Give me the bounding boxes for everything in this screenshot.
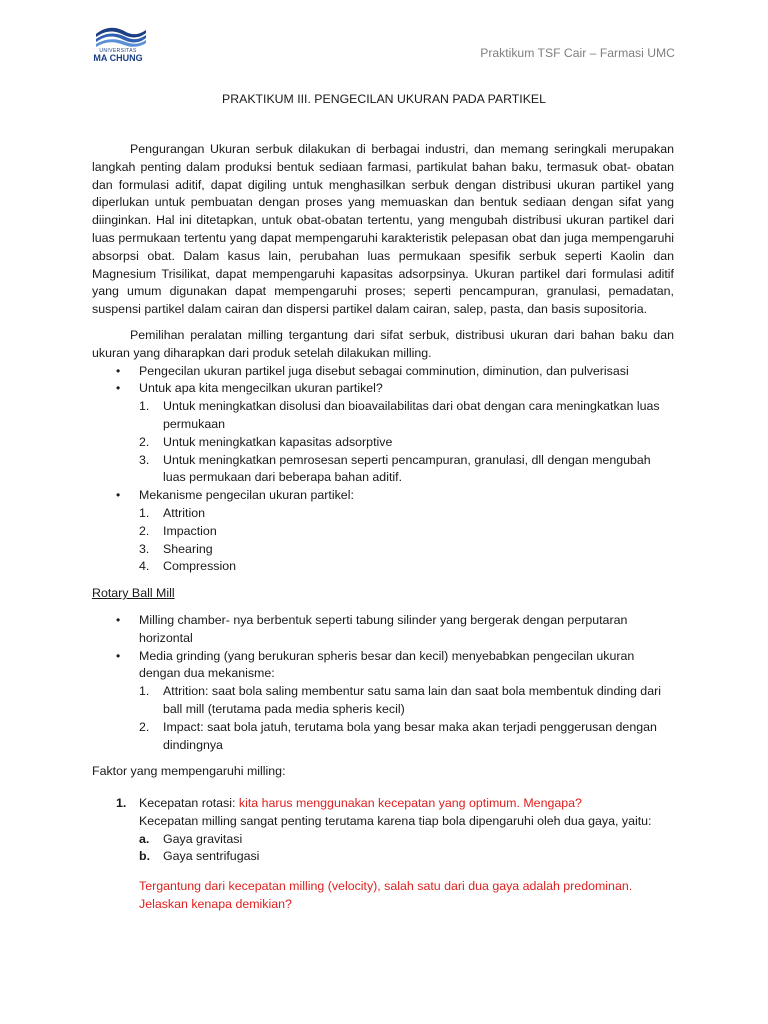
- factor-label: Kecepatan rotasi:: [139, 796, 239, 811]
- logo-universitas-text: UNIVERSITAS: [99, 48, 137, 54]
- logo-name-text: MA CHUNG: [93, 53, 143, 63]
- list-item: 1. Attrition: saat bola saling membentur satu sama lain dan saat bola membentuk dinding dari ball mill (terutama pada media spheris kecil): [139, 684, 661, 716]
- factor-note: Tergantung dari kecepatan milling (velocity), salah satu dari dua gaya adalah predominan. Jelaskan kenapa demikian?: [139, 879, 633, 912]
- list-item: 2. Impact: saat bola jatuh, terutama bola yang besar maka akan terjadi penggerusan dengan dindingnya: [139, 719, 657, 752]
- grinding-mechanism-list: [139, 683, 674, 754]
- header-course-text: Praktikum TSF Cair – Farmasi UMC: [480, 46, 675, 60]
- factor-description: Kecepatan milling sangat penting terutama karena tiap bola dipengaruhi oleh dua gaya, yaitu:: [139, 813, 652, 828]
- list-item: 1. Attrition: [139, 505, 206, 520]
- list-item: • Media grinding (yang berukuran spheris besar dan kecil) menyebabkan pengecilan ukuran dengan dua mekanisme: 1. Attrition: saat bola saling membentur satu sama lain dan saat bola membentuk dinding dari ball mill (terutama pada media spheris kecil) 2. Impact: saat bola jatuh, terutama bola yang besar maka akan terjadi penggerusan dengan dindingnya: [92, 648, 674, 755]
- list-item: 3. Untuk meningkatkan pemrosesan seperti pencampuran, granulasi, dll dengan mengubah luas permukaan dari beberapa bahan aditif.: [139, 452, 651, 485]
- factors-heading: Faktor yang mempengaruhi milling:: [92, 764, 286, 779]
- list-item: 4. Compression: [139, 559, 236, 574]
- list-item: 3. Shearing: [139, 541, 213, 556]
- factor-number: 1.: [116, 796, 127, 811]
- forces-list: [139, 831, 674, 867]
- intro-paragraph: Pengurangan Ukuran serbuk dilakukan di berbagai industri, dan memang seringkali merupakan langkah penting dalam produksi bentuk sediaan farmasi, partikulat bahan baku, termasuk obat- obatan dan formulasi aditif, dapat digiling untuk menghasilkan serbuk dengan distribusi ukuran partikel yang diperlukan untuk pembuatan dengan proses yang memuaskan dan bentuk sediaan dengan sifat yang diinginkan. Hal ini ditetapkan, untuk obat-obatan tertentu, yang mengubah distribusi ukuran partikel dari luas permukaan tertentu yang dapat mempengaruhi karakteristik pelepasan obat dan juga mempengaruhi absorpsi obat. Dalam kasus lain, perubahan luas permukaan spesifik serbuk seperti Kaolin dan Magnesium Trisilikat, dapat mempengaruhi kapasitas adsorpsinya. Ukuran partikel dari formulasi aditif yang umum digunakan dapat mempengaruhi proses; seperti pencampuran, granulasi, pemadatan, suspensi partikel dalam cairan dan dispersi partikel dalam cairan, salep, pasta, dan basis supositoria.: [92, 142, 674, 317]
- rotary-ball-mill-heading: Rotary Ball Mill: [92, 586, 175, 601]
- list-item: • Milling chamber- nya berbentuk seperti tabung silinder yang bergerak dengan perputaran horizontal: [92, 612, 674, 648]
- list-item: 2. Untuk meningkatkan kapasitas adsorptive: [139, 434, 393, 449]
- list-item: • Mekanisme pengecilan ukuran partikel: 1. Attrition 2. Impaction 3. Shearing 4. Compression: [92, 487, 674, 576]
- list-item: • Untuk apa kita mengecilkan ukuran partikel? 1. Untuk meningkatkan disolusi dan bioavailabilitas dari obat dengan cara meningkatkan luas permukaan 2. Untuk meningkatkan kapasitas adsorptive 3. Untuk meningkatkan pemrosesan seperti pencampuran, granulasi, dll dengan mengubah luas permukaan dari beberapa bahan aditif.: [92, 380, 674, 487]
- university-logo: [92, 24, 152, 70]
- page-title: PRAKTIKUM III. PENGECILAN UKURAN PADA PARTIKEL: [222, 92, 546, 106]
- wave-logo-icon: [92, 24, 148, 48]
- list-item: 1. Untuk meningkatkan disolusi dan bioavailabilitas dari obat dengan cara meningkatkan luas permukaan: [139, 399, 660, 431]
- list-item: • Pengecilan ukuran partikel juga disebut sebagai comminution, diminution, dan pulverisasi: [92, 363, 674, 381]
- milling-selection-paragraph: Pemilihan peralatan milling tergantung dari sifat serbuk, distribusi ukuran dari bahan baku dan ukuran yang diharapkan dari produk setelah dilakukan milling.: [92, 327, 674, 360]
- factor-item: [92, 795, 674, 914]
- factor-question: kita harus menggunakan kecepatan yang optimum. Mengapa?: [238, 796, 582, 811]
- size-reduction-bullets: [92, 363, 674, 577]
- rotary-ball-mill-bullets: [92, 612, 674, 754]
- list-item: 2. Impaction: [139, 523, 217, 538]
- document-body: [92, 141, 674, 914]
- reasons-list: [139, 398, 674, 487]
- mechanism-list: [139, 505, 674, 576]
- list-item: a. Gaya gravitasi: [139, 831, 243, 846]
- list-item: b. Gaya sentrifugasi: [139, 849, 260, 864]
